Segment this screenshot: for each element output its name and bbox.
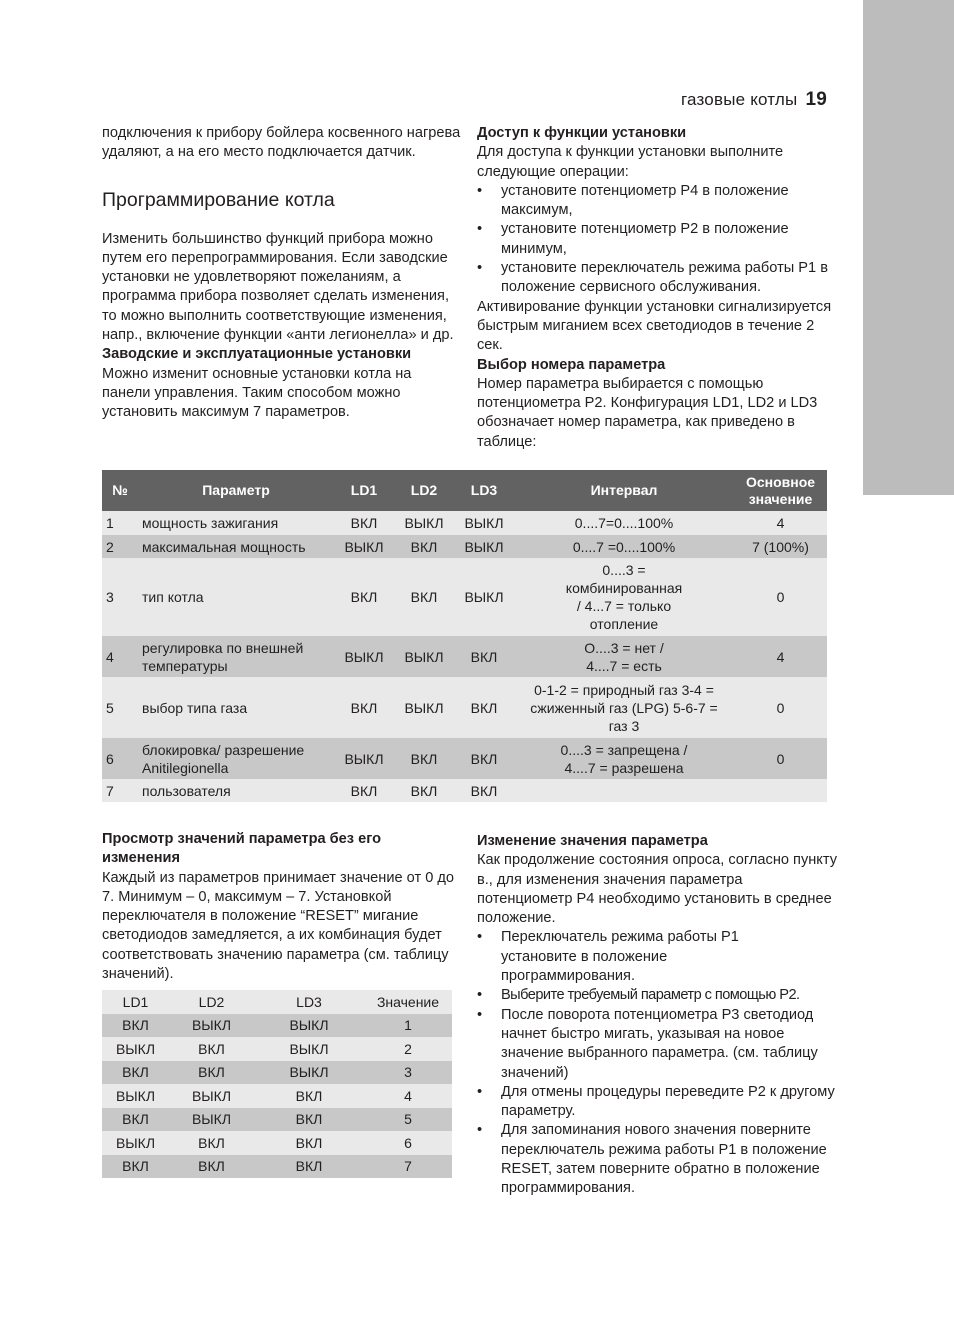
cell-no: 4 (102, 636, 138, 677)
table-row (102, 535, 827, 558)
change-value-steps-list (477, 928, 837, 1198)
cell-default: 4 (734, 511, 827, 535)
right-column-top (477, 124, 837, 452)
value-table (102, 990, 452, 1178)
cell-default: 4 (734, 636, 827, 677)
header-ld1: LD1 (102, 990, 169, 1014)
table-header-row (102, 990, 452, 1014)
cell-ld2: ВЫКЛ (169, 1014, 254, 1038)
table-row (102, 1037, 452, 1061)
activation-paragraph: Активирование функции установки сигнализируется быстрым миганием всех светодиодов в течение 2 сек. (477, 298, 832, 354)
cell-ld3: ВКЛ (254, 1155, 364, 1179)
parameter-table (102, 470, 827, 802)
cell-default: 0 (734, 558, 827, 636)
cell-param: мощность зажигания (138, 511, 334, 535)
parameter-select-paragraph: Номер параметра выбирается с помощью потенциометра P2. Конфигурация LD1, LD2 и LD3 обозначает номер параметра, как приведено в таблице: (477, 375, 818, 450)
table-row (102, 1108, 452, 1132)
programming-paragraph: Изменить большинство функций прибора можно путем его перепрограммирования. Если заводские установки не удовлетворяют пожеланиям, а программа прибора позволяет сделать изменения, то можно выполнить соответствующие изменения, напр., включение функции «анти легионелла» и др. (102, 230, 454, 344)
cell-ld2: ВЫКЛ (169, 1084, 254, 1108)
cell-value: 7 (364, 1155, 452, 1179)
table-row (102, 1084, 452, 1108)
header-ld2: LD2 (169, 990, 254, 1014)
cell-ld1: ВЫКЛ (334, 535, 394, 558)
running-head (681, 89, 827, 111)
cell-value: 1 (364, 1014, 452, 1038)
cell-ld3: ВКЛ (454, 677, 514, 738)
cell-ld3: ВКЛ (454, 636, 514, 677)
header-no: № (102, 470, 138, 511)
cell-default: 0 (734, 738, 827, 779)
cell-ld2: ВКЛ (394, 558, 454, 636)
cell-ld1: ВЫКЛ (102, 1131, 169, 1155)
list-item: • Выберите требуемый параметр с помощью P2. (477, 986, 837, 1005)
cell-no: 2 (102, 535, 138, 558)
cell-ld1: ВКЛ (334, 677, 394, 738)
cell-default: 7 (100%) (734, 535, 827, 558)
cell-ld2: ВЫКЛ (169, 1108, 254, 1132)
list-item: • Переключатель режима работы P1 установите в положение программирования. (477, 928, 837, 986)
view-values-heading: Просмотр значений параметра без его изменения (102, 831, 382, 867)
cell-ld1: ВЫКЛ (334, 738, 394, 779)
cell-interval (514, 779, 734, 802)
cell-ld3: ВЫКЛ (254, 1014, 364, 1038)
cell-ld3: ВЫКЛ (454, 511, 514, 535)
cell-value: 6 (364, 1131, 452, 1155)
left-column-top (102, 124, 462, 423)
table-row (102, 1061, 452, 1085)
left-column-bottom (102, 830, 462, 984)
header-ld3: LD3 (254, 990, 364, 1014)
cell-param: блокировка/ разрешение Anitilegionella (138, 738, 334, 779)
cell-param: тип котла (138, 558, 334, 636)
cell-ld3: ВКЛ (254, 1131, 364, 1155)
cell-no: 7 (102, 779, 138, 802)
table-row (102, 1131, 452, 1155)
list-item: • После поворота потенциометра P3 светодиод начнет быстро мигать, указывая на новое значение выбранного параметра. (см. таблицу значений) (477, 1006, 837, 1083)
header-ld3: LD3 (454, 470, 514, 511)
cell-ld1: ВЫКЛ (102, 1037, 169, 1061)
cell-ld3: ВЫКЛ (454, 558, 514, 636)
cell-ld3: ВКЛ (454, 738, 514, 779)
intro-paragraph: подключения к прибору бойлера косвенного нагрева удаляют, а на его место подключается датчик. (102, 125, 461, 161)
list-item: • Для отмены процедуры переведите P2 к другому параметру. (477, 1083, 837, 1122)
table-row (102, 636, 827, 677)
cell-ld3: ВЫКЛ (254, 1037, 364, 1061)
right-column-bottom (477, 832, 837, 1199)
page-number: 19 (805, 89, 827, 110)
table-header-row (102, 470, 827, 511)
cell-ld2: ВЫКЛ (394, 636, 454, 677)
view-values-paragraph: Каждый из параметров принимает значение от 0 до 7. Минимум – 0, максимум – 7. Установкой переключателя в положение “RESET” мигание светодиодов замедляется, а их комбинация будет соответствовать значению параметра (см. таблицу значений). (102, 869, 455, 983)
change-value-paragraph: Как продолжение состояния опроса, согласно пункту в., для изменения значения параметра потенциометр P4 необходимо установить в среднее положение. (477, 852, 838, 927)
access-steps-list (477, 182, 837, 298)
cell-interval: O....3 = нет / 4....7 = есть (514, 636, 734, 677)
table-row (102, 1014, 452, 1038)
cell-ld1: ВКЛ (334, 779, 394, 802)
cell-ld1: ВЫКЛ (334, 636, 394, 677)
cell-param: выбор типа газа (138, 677, 334, 738)
cell-ld2: ВЫКЛ (394, 677, 454, 738)
cell-ld1: ВКЛ (102, 1155, 169, 1179)
list-item: • Для запоминания нового значения поверните переключатель режима работы P1 в положение RESET, затем поверните обратно в положение программирования. (477, 1121, 837, 1198)
header-ld2: LD2 (394, 470, 454, 511)
cell-ld1: ВКЛ (334, 511, 394, 535)
access-heading: Доступ к функции установки (477, 125, 687, 141)
access-paragraph: Для доступа к функции установки выполните следующие операции: (477, 144, 784, 180)
table-row (102, 511, 827, 535)
cell-value: 2 (364, 1037, 452, 1061)
cell-default (734, 779, 827, 802)
cell-ld1: ВКЛ (334, 558, 394, 636)
cell-no: 3 (102, 558, 138, 636)
list-item: • установите потенциометр P2 в положение минимум, (477, 220, 837, 259)
side-tab (863, 0, 954, 495)
cell-param: максимальная мощность (138, 535, 334, 558)
list-item: • установите переключатель режима работы P1 в положение сервисного обслуживания. (477, 259, 837, 298)
cell-interval: 0-1-2 = природный газ 3-4 = сжиженный газ (LPG) 5-6-7 = газ 3 (514, 677, 734, 738)
cell-param: пользователя (138, 779, 334, 802)
cell-ld3: ВКЛ (254, 1084, 364, 1108)
factory-settings-paragraph: Можно изменит основные установки котла на панели управления. Таким способом можно установить максимум 7 параметров. (102, 365, 412, 421)
cell-ld2: ВКЛ (394, 738, 454, 779)
header-ld1: LD1 (334, 470, 394, 511)
list-item: • установите потенциометр P4 в положение максимум, (477, 182, 837, 221)
table-row (102, 738, 827, 779)
section-title: Программирование котла (102, 188, 335, 211)
running-head-title: газовые котлы (681, 90, 798, 109)
cell-no: 6 (102, 738, 138, 779)
header-value: Значение (364, 990, 452, 1014)
cell-ld1: ВКЛ (102, 1108, 169, 1132)
cell-ld2: ВКЛ (169, 1155, 254, 1179)
cell-ld2: ВКЛ (169, 1131, 254, 1155)
table-row (102, 1155, 452, 1179)
cell-ld3: ВКЛ (254, 1108, 364, 1132)
cell-ld1: ВКЛ (102, 1061, 169, 1085)
cell-ld2: ВКЛ (394, 779, 454, 802)
cell-no: 1 (102, 511, 138, 535)
header-parameter: Параметр (138, 470, 334, 511)
cell-value: 5 (364, 1108, 452, 1132)
cell-interval: 0....7=0....100% (514, 511, 734, 535)
cell-default: 0 (734, 677, 827, 738)
factory-settings-heading: Заводские и эксплуатационные установки (102, 346, 412, 363)
cell-interval: 0....7 =0....100% (514, 535, 734, 558)
cell-no: 5 (102, 677, 138, 738)
cell-interval: 0....3 = комбинированная / 4...7 = только отопление (514, 558, 734, 636)
cell-ld2: ВКЛ (169, 1037, 254, 1061)
cell-ld2: ВКЛ (394, 535, 454, 558)
header-interval: Интервал (514, 470, 734, 511)
cell-ld2: ВКЛ (169, 1061, 254, 1085)
table-row (102, 558, 827, 636)
cell-ld3: ВЫКЛ (254, 1061, 364, 1085)
change-value-heading: Изменение значения параметра (477, 833, 708, 849)
table-row (102, 779, 827, 802)
header-default: Основное значение (734, 470, 827, 511)
cell-param: регулировка по внешней температуры (138, 636, 334, 677)
cell-ld3: ВКЛ (454, 779, 514, 802)
cell-interval: 0....3 = запрещена / 4....7 = разрешена (514, 738, 734, 779)
cell-value: 3 (364, 1061, 452, 1085)
cell-ld1: ВЫКЛ (102, 1084, 169, 1108)
cell-ld2: ВЫКЛ (394, 511, 454, 535)
cell-ld1: ВКЛ (102, 1014, 169, 1038)
table-row (102, 677, 827, 738)
cell-ld3: ВЫКЛ (454, 535, 514, 558)
cell-value: 4 (364, 1084, 452, 1108)
parameter-select-heading: Выбор номера параметра (477, 356, 666, 373)
